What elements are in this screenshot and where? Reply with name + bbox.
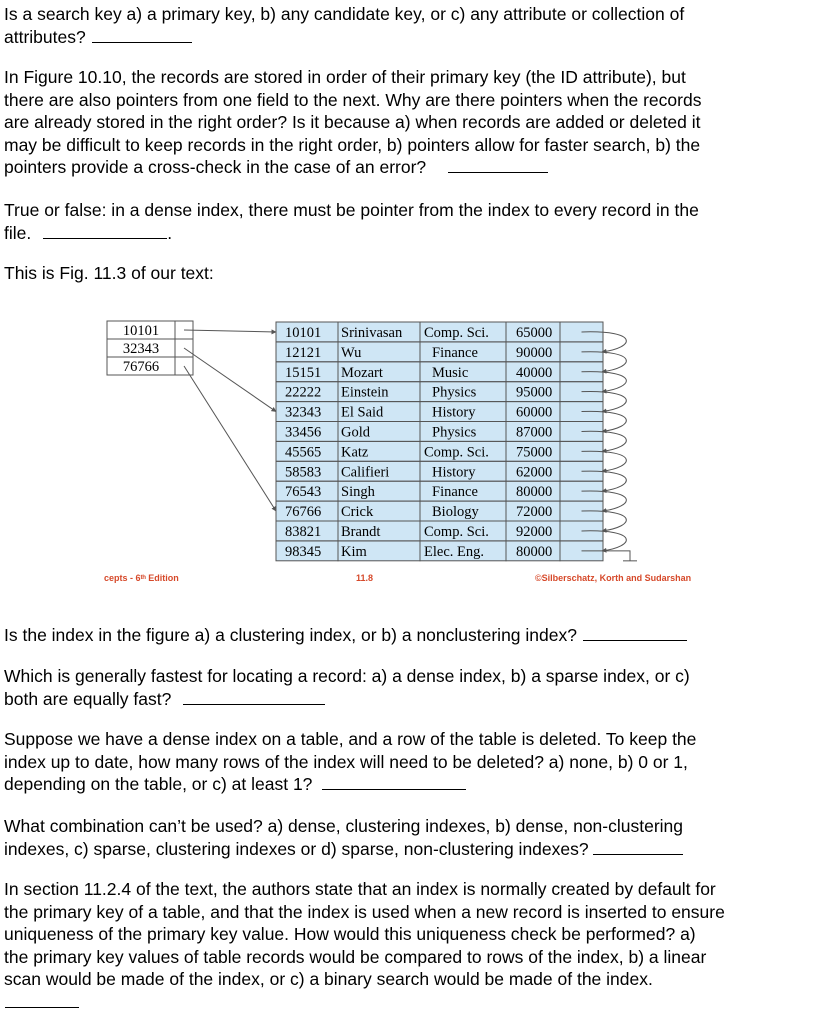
index-pointer-arrow	[184, 330, 276, 332]
record-dept: Physics	[432, 424, 477, 441]
record-dept: Finance	[432, 344, 478, 361]
index-pointer-arrow	[184, 348, 276, 412]
record-salary: 65000	[516, 325, 553, 341]
record-salary: 92000	[516, 524, 553, 540]
figure-intro	[4, 262, 819, 285]
record-dept: Biology	[432, 504, 479, 521]
index-key-text: 32343	[122, 341, 160, 357]
question-line: index up to date, how many rows of the index will need to be deleted? a) none, b) 0 or 1,	[4, 751, 688, 772]
answer-blank[interactable]	[322, 775, 466, 790]
question-line: depending on the table, or c) at least 1?	[4, 774, 313, 795]
record-name: Kim	[341, 543, 367, 560]
question-line: In Figure 10.10, the records are stored in order of their primary key (the ID attribute), but	[4, 67, 686, 87]
record-dept: Comp. Sci.	[424, 444, 489, 461]
record-id: 12121	[285, 344, 322, 361]
record-id: 10101	[285, 325, 322, 341]
question-fastest-index	[4, 665, 819, 710]
question-line: both are equally fast?	[4, 688, 172, 709]
record-id: 45565	[285, 444, 322, 461]
index-pointer-arrow	[184, 366, 276, 511]
question-pointers	[4, 66, 819, 179]
answer-blank[interactable]	[43, 224, 167, 239]
record-name: Brandt	[341, 524, 381, 540]
question-uniqueness	[4, 878, 819, 1014]
record-dept: Finance	[432, 484, 478, 501]
record-name: El Said	[341, 404, 384, 421]
question-search-key	[4, 3, 819, 48]
record-dept: History	[432, 404, 476, 421]
record-name: Gold	[341, 424, 370, 441]
index-table	[107, 321, 193, 375]
record-salary: 80000	[516, 543, 553, 560]
dense-index-figure	[0, 310, 825, 600]
question-line: Is the index in the figure a) a clustering index, or b) a nonclustering index?	[4, 625, 577, 645]
answer-blank[interactable]	[183, 690, 325, 705]
records-table	[276, 322, 603, 561]
record-name: Mozart	[341, 364, 383, 381]
question-line: attributes?	[4, 26, 86, 47]
record-dept: Music	[432, 364, 469, 381]
record-id: 76543	[285, 484, 322, 501]
answer-blank[interactable]	[593, 840, 683, 855]
record-id: 98345	[285, 543, 322, 560]
record-salary: 80000	[516, 484, 553, 501]
record-id: 22222	[285, 384, 322, 401]
question-line: uniqueness of the primary key value. How would this uniqueness check be performed? a)	[4, 924, 696, 945]
figure-footer-center: 11.8	[356, 573, 374, 583]
record-name: Einstein	[341, 384, 389, 401]
record-name: Singh	[341, 484, 375, 501]
question-line: Is a search key a) a primary key, b) any candidate key, or c) any attribute or collection of	[4, 4, 685, 24]
record-dept: Comp. Sci.	[424, 325, 489, 341]
question-line: Which is generally fastest for locating a record: a) a dense index, b) a sparse index, or c)	[4, 666, 690, 686]
record-dept: History	[432, 464, 476, 481]
record-name: Califieri	[341, 464, 390, 481]
record-salary: 40000	[516, 364, 553, 381]
record-id: 83821	[285, 524, 322, 540]
record-name: Katz	[341, 444, 369, 461]
record-salary: 72000	[516, 504, 553, 521]
index-key-text: 10101	[122, 323, 160, 339]
answer-blank[interactable]	[92, 28, 192, 43]
question-combination	[4, 815, 819, 860]
record-id: 33456	[285, 424, 322, 441]
question-clustering	[4, 624, 819, 647]
question-line: may be difficult to keep records in the right order, b) pointers allow for faster search, b) the	[4, 134, 701, 155]
record-dept: Physics	[432, 384, 477, 401]
question-line: This is Fig. 11.3 of our text:	[4, 263, 214, 283]
question-line: the primary key of a table, and that the index is used when a new record is inserted to ensure	[4, 901, 725, 922]
record-name: Crick	[341, 504, 374, 521]
figure-footer-right: ©Silberschatz, Korth and Sudarshan	[535, 573, 692, 583]
record-salary: 60000	[516, 404, 553, 421]
index-key-text: 76766	[122, 359, 160, 375]
record-name: Wu	[341, 344, 362, 361]
record-dept: Comp. Sci.	[424, 524, 489, 540]
question-line: What combination can’t be used? a) dense, clustering indexes, b) dense, non-clustering	[4, 816, 684, 836]
question-line: True or false: in a dense index, there must be pointer from the index to every record in the	[4, 200, 699, 220]
record-salary: 62000	[516, 464, 553, 481]
question-line: there are also pointers from one field to the next. Why are there pointers when the records	[4, 89, 702, 110]
question-line: file.	[4, 222, 32, 243]
answer-blank[interactable]	[5, 993, 79, 1008]
record-id: 32343	[285, 404, 322, 421]
question-line: the primary key values of table records would be compared to rows of the index, b) a linear	[4, 946, 707, 967]
question-line: scan would be made of the index, or c) a binary search would be made of the index.	[4, 969, 653, 990]
record-id: 76766	[285, 504, 322, 521]
index-pointers	[184, 330, 276, 511]
answer-blank[interactable]	[448, 158, 548, 173]
question-line: Suppose we have a dense index on a table, and a row of the table is deleted. To keep the	[4, 729, 697, 749]
record-salary: 90000	[516, 344, 553, 361]
record-salary: 95000	[516, 384, 553, 401]
question-delete-row	[4, 728, 819, 796]
answer-blank[interactable]	[583, 626, 687, 641]
record-name: Srinivasan	[341, 325, 403, 341]
record-id: 58583	[285, 464, 322, 481]
question-dense-index: True or false: in a dense index, there must be pointer from the index to every record in the file. .	[4, 199, 819, 244]
question-line: In section 11.2.4 of the text, the authors state that an index is normally created by default for	[4, 879, 716, 899]
record-salary: 87000	[516, 424, 553, 441]
question-line: pointers provide a cross-check in the case of an error?	[4, 157, 427, 178]
record-dept: Elec. Eng.	[424, 543, 484, 560]
question-line: are already stored in the right order? Is it because a) when records are added or deleted it	[4, 112, 701, 133]
record-id: 15151	[285, 364, 322, 381]
figure-footer-left: cepts - 6ᵗʰ Edition	[104, 573, 179, 583]
record-salary: 75000	[516, 444, 553, 461]
question-line: indexes, c) sparse, clustering indexes or d) sparse, non-clustering indexes?	[4, 838, 589, 859]
